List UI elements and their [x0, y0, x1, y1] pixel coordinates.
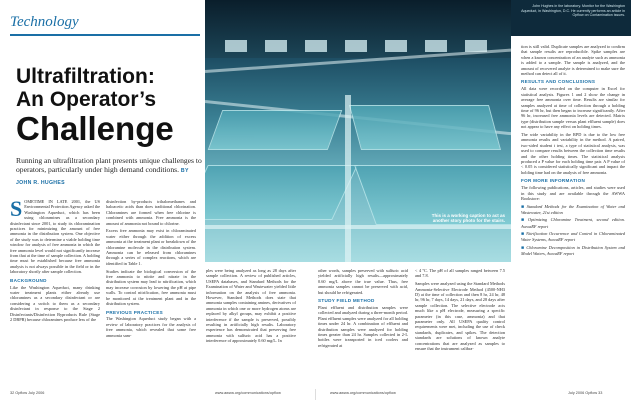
column-3: [206, 268, 296, 346]
bullet-icon: ■: [521, 245, 525, 251]
page-footer: [0, 389, 631, 400]
photo-walkway: [345, 95, 351, 262]
photo-caption: John Hughes in the laboratory. Monitor for the Washington Aqueduct, in Washington, D.C. He currently performs an article in Opflow on Contamination issues.: [521, 4, 625, 18]
photo-tank: [205, 165, 358, 220]
bullet-icon: ■: [521, 231, 525, 237]
list-item: [521, 217, 625, 229]
footer-folio-right: July 2006 Opflow 33: [568, 391, 603, 395]
list-item: [521, 204, 625, 216]
title-line-1: Ultrafiltration:: [16, 65, 155, 88]
photo-rail: [205, 225, 511, 229]
paragraph: All data were recorded on the computer in Excel for statistical analysis. Figures 1 and 2 show the change in average free ammonia over time. Results are similar for samples analyzed at time of collection through a holding time of 96 hr, but then began to increase significantly. After 96 hr, increased free ammonia levels are detected. Matrix type (distribution sample versus plant effluent sample) does not appear to have any effect on holding times.: [521, 86, 625, 130]
photo-tank: [349, 105, 501, 150]
column-6: [521, 44, 625, 258]
photo-window: [225, 40, 247, 52]
photo-window: [385, 40, 407, 52]
photo-inset-caption: This is a working caption to act as another story photo for the stairs.: [431, 213, 505, 224]
reference-text: Nitrification Occurrence and Control in Chloraminated Water Systems, AwwaRF report: [521, 230, 625, 243]
paragraph: Excess free ammonia may exist in chloraminated water either through the addition of excess ammonia at the treatment plant or breakdown of the chloramine molecule in the distribution system. Ammonia can be released from chloramines through a series of complex reactions, which are identified in Table 1.: [106, 228, 196, 266]
paragraph: The Washington Aqueduct study began with a review of laboratory practices for the analysis of free ammonia, which revealed that some free ammonia sam-: [106, 316, 196, 338]
footer-url-right: www.awwa.org/communications/opflow: [330, 391, 396, 395]
column-5: [415, 268, 505, 354]
page-fold: [315, 389, 316, 400]
reference-text: Chloramine Decomposition in Distribution System and Model Waters, AwwaRF report: [521, 244, 625, 256]
list-item: [521, 245, 625, 257]
section-rule: [10, 34, 200, 36]
photo-window: [305, 40, 327, 52]
paragraph: Like the Washington Aqueduct, many drinking water treatment plants either already use chloramines as a secondary disinfectant or are considering a switch to them as a secondary disinfectant in response to the Stage 2 Disinfectants/Disinfection Byproducts Rule (Stage 2 DBPR) because chloramines produce less of the: [10, 284, 100, 323]
paragraph: other words, samples preserved with sulfuric acid yielded artificially high results—approximately 0.60 mg/L above the true value. Thus, free ammonia samples cannot be preserved with acid, but should be refrigerated.: [318, 268, 408, 295]
section-heading: PREVIOUS PRACTICES: [106, 309, 163, 315]
deck-text: Running an ultrafiltration plant presents unique challenges to operators, particularly under high demand conditions.: [16, 156, 202, 175]
section-label: Technology: [10, 14, 79, 30]
paragraph: [10, 196, 100, 275]
paragraph: Studies indicate the biological conversion of the free ammonia to nitrite and nitrate in the distribution system may lead to nitrification, which may increase corrosion by lowering the pH at pipe walls. To control nitrification, free ammonia must be monitored at the treatment plant and in the distribution system.: [106, 268, 196, 307]
bullet-icon: ■: [521, 218, 527, 224]
paragraph: tion is still valid. Duplicate samples are analyzed to confirm that sample results are reproducible. Spike samples are when a known concentration of an analyte such as ammonia is added to a sample. The sample is analyzed, and the amount of recovered analyte is determined to make sure the method can detect all of it.: [521, 44, 625, 77]
paragraph: The wide variability in the RPD is due to the low free ammonia results and variability in the method. A paired, two-sided student t test, a type of statistical analysis, was used to compare results between the collection time results and the other holding times. The statistical analysis produced a P value for each holding time pair. A P value of < 0.05 is considered statistically significant and impact the holding time had on the analysis of free ammonia.: [521, 131, 625, 175]
article-title: [16, 66, 206, 146]
section-heading: BACKGROUND: [10, 277, 47, 283]
title-line-3: Challenge: [16, 110, 174, 147]
section-heading: STUDY FIELD METHOD: [318, 298, 375, 304]
column-2: [106, 199, 196, 340]
photo-window: [265, 40, 287, 52]
paragraph: Samples were analyzed using the Standard Methods Ammonia-Selective Electrode Method (4500-NH3 D) at the time of collection and then 8 hr, 24 hr, 48 hr, 96 hr, 7 days, 14 days, 21 days, and 28 days after sample collection. The selective electrode acts much like a pH electrode, measuring a specific parameter (in this case, ammonia) and that parameter only. All USEPA quality control requirements were met, including the use of check standards, duplicates, and spikes. The detection standards are solutions of known analyte concentrations that are analyzed as samples to ensure that the instrument calibra-: [415, 281, 505, 352]
column-4: [318, 268, 408, 351]
article-deck: [16, 156, 202, 188]
photo-tank: [208, 110, 343, 150]
drop-cap: S: [10, 196, 23, 221]
photo-window: [425, 40, 447, 52]
byline: BY JOHN R. HUGHES: [16, 168, 189, 186]
paragraph-text: OMETIME IN LATE 2001, the US Environmental Protection Agency asked the Washington Aqueduct, which has been using chloramines as a secondary disinfectant since 2001, to study its chloramination practices for minimizing the amount of free ammonia in the distribution system. One objective of the study was to determine a viable holding time window for analysis of free ammonia in which the free ammonia level would not significantly increase from that at the time of sample collection. A holding time must be established because free ammonia analysis is not always possible in the field or in the laboratory shortly after sample collection.: [10, 199, 100, 275]
paragraph: ples were being analyzed as long as 28 days after sample collection. A review of published articles, USEPA databases, and Standard Methods for the Examination of Water and Wastewater yielded little information on the analysis of free ammonia. However, Standard Methods does state that ammonia samples containing amines, derivatives of ammonia in which one or more hydrogen atoms are replaced by alkyl groups, may exhibit a positive interference if the sample is preserved, possibly resulting in artificially high results. Laboratory experience has demonstrated that preserving free ammonia with sulfuric acid has a positive interference of approximately 0.60 mg/L. In: [206, 268, 296, 344]
reference-text: Optimizing Chloramine Treatment, second edition. AwwaRF report: [521, 217, 625, 229]
reference-text: Standard Methods for the Examination of Water and Wastewater, 21st edition: [521, 203, 625, 216]
section-heading: RESULTS AND CONCLUSIONS: [521, 79, 596, 85]
paragraph: The following publications, articles, and studies were used in this study and are available through the AWWA Bookstore:: [521, 185, 625, 201]
bullet-icon: ■: [521, 204, 526, 210]
section-heading: FOR MORE INFORMATION: [521, 178, 586, 184]
list-item: [521, 231, 625, 243]
paragraph: Plant effluent and distribution samples were collected and analyzed during a three-month period. Plant effluent samples were analyzed for all holding times under 24 hr. A combination of effluent and distribution samples were analyzed for holding times greater than 24 hr. Samples collected in 2-L bottles were transported in iced coolers and refrigerated at: [318, 304, 408, 348]
reference-list: [521, 204, 625, 257]
paragraph: disinfection by-products trihalomethanes and haloacetic acids than does traditional chlorination. Chloramines are formed when free chlorine is combined with ammonia. Free ammonia is the amount of ammonia not bound to chlorine.: [106, 199, 196, 226]
photo-window: [345, 40, 367, 52]
title-line-2: An Operator’s: [16, 88, 157, 111]
column-1: [10, 196, 100, 325]
paragraph: < 4 ºC. The pH of all samples ranged between 7.5 and 7.8.: [415, 268, 505, 279]
footer-url-left: www.awwa.org/communications/opflow: [215, 391, 281, 395]
footer-folio-left: 32 Opflow July 2006: [10, 391, 45, 395]
